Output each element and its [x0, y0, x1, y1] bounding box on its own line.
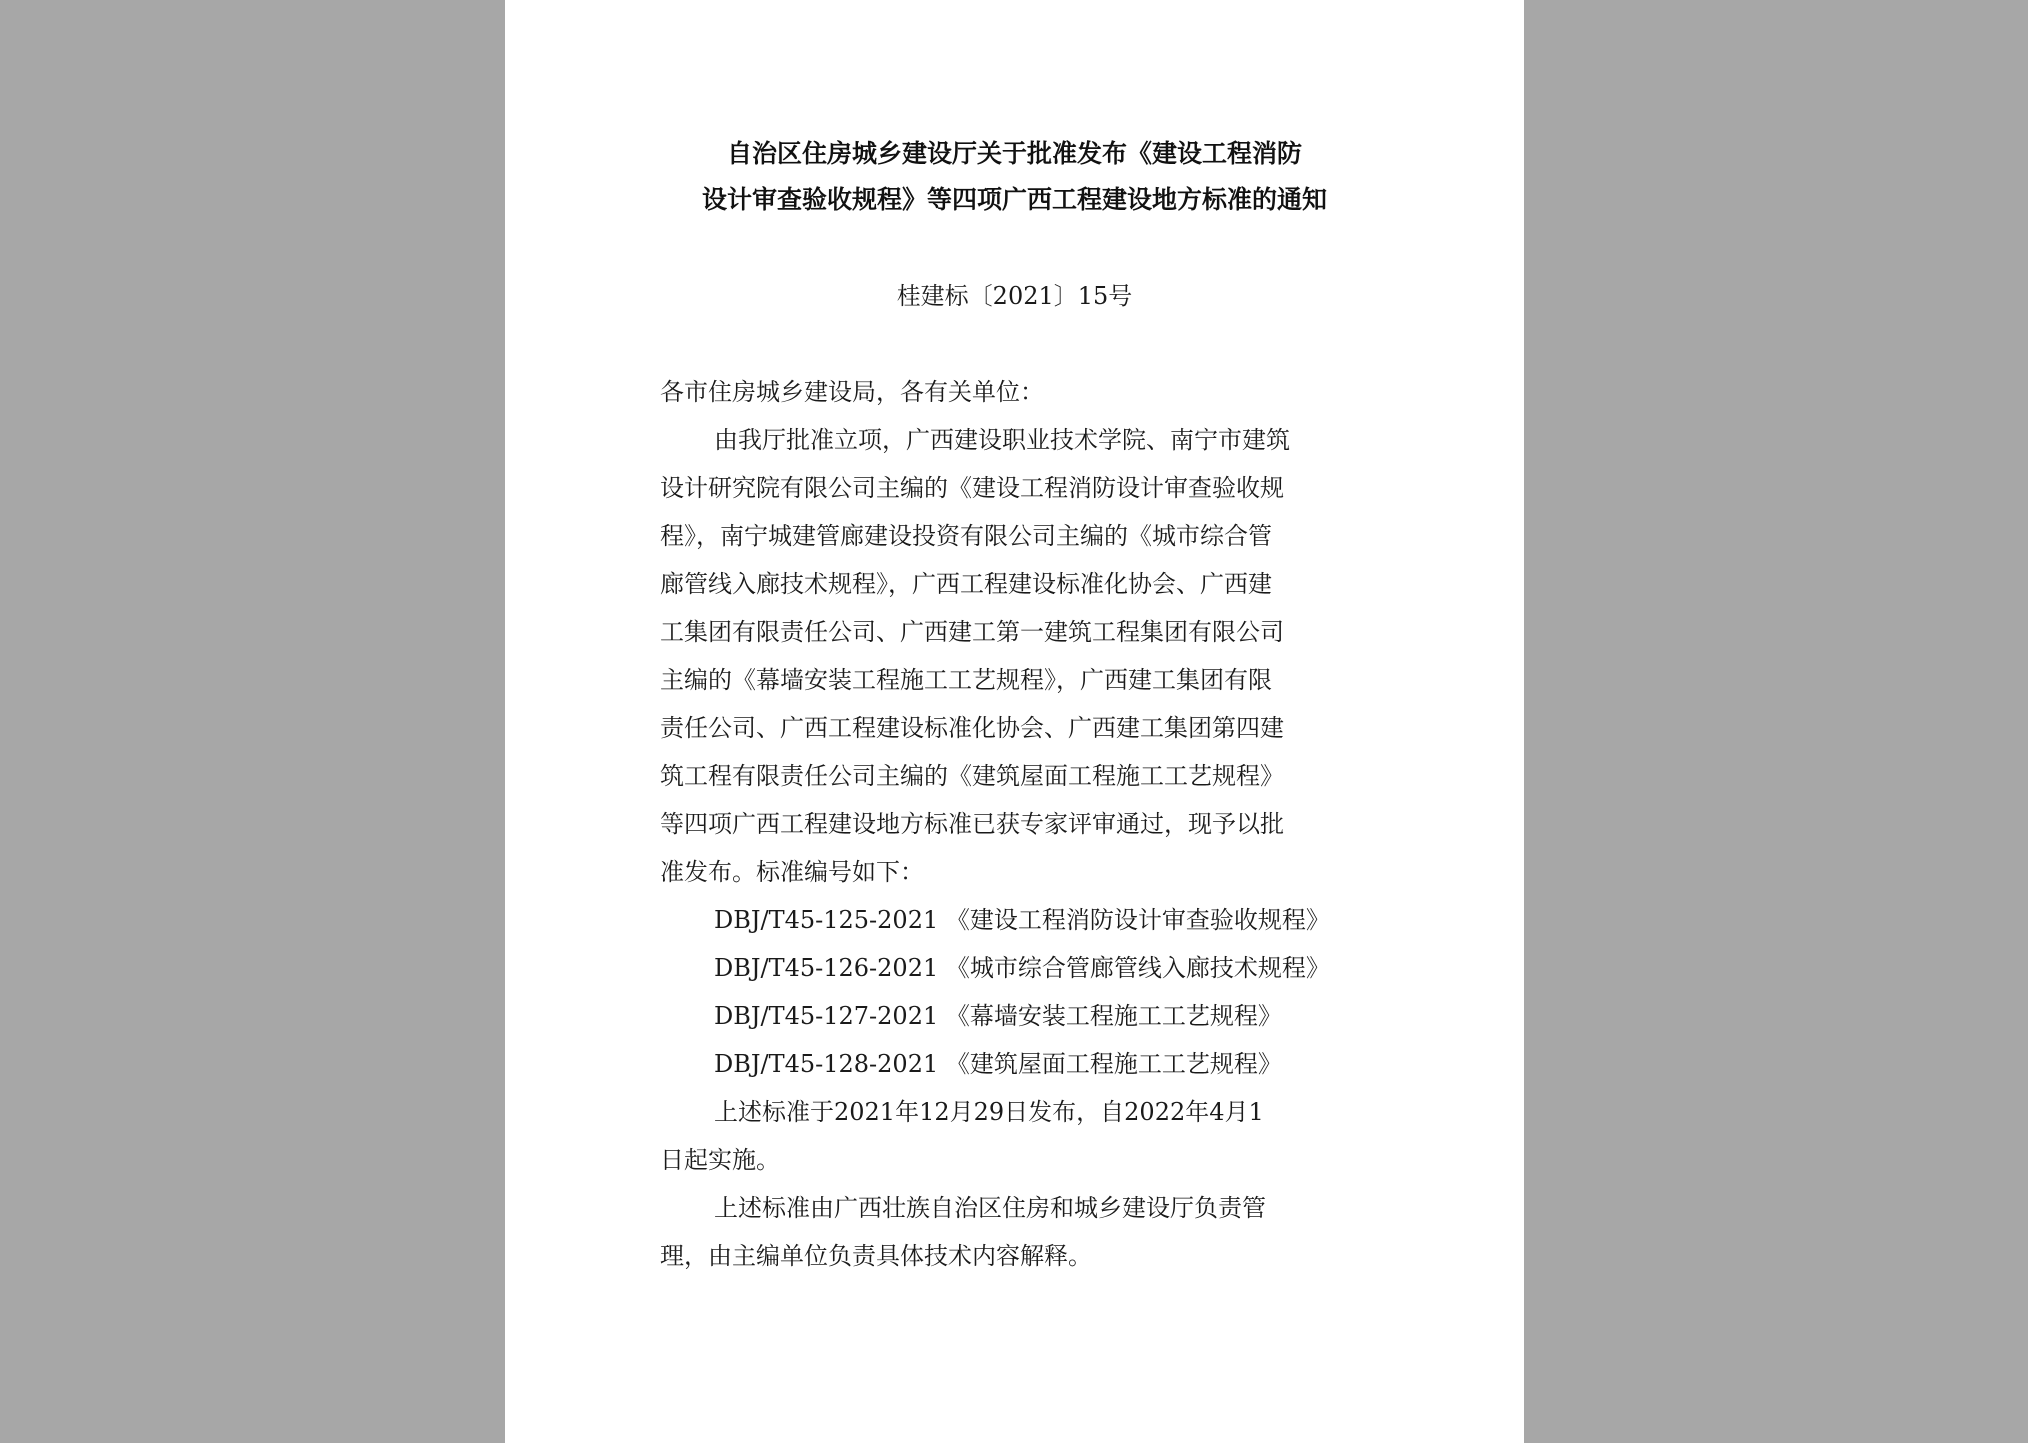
standard-item: DBJ/T45-125-2021 《建设工程消防设计审查验收规程》 — [714, 906, 1330, 934]
salutation: 各市住房城乡建设局，各有关单位： — [660, 378, 1044, 406]
document-number: 桂建标〔2021〕15号 — [896, 282, 1133, 310]
paragraph-line: 日起实施。 — [660, 1146, 780, 1174]
paragraph-line: 设计研究院有限公司主编的《建设工程消防设计审查验收规 — [660, 474, 1284, 502]
paragraph-line: 廊管线入廊技术规程》，广西工程建设标准化协会、广西建 — [660, 570, 1272, 598]
paragraph-line: 主编的《幕墙安装工程施工工艺规程》，广西建工集团有限 — [660, 666, 1272, 694]
paragraph-line: 理，由主编单位负责具体技术内容解释。 — [660, 1242, 1092, 1270]
paragraph-line: 上述标准由广西壮族自治区住房和城乡建设厅负责管 — [714, 1194, 1266, 1222]
paragraph-line: 筑工程有限责任公司主编的《建筑屋面工程施工工艺规程》 — [660, 762, 1284, 790]
paragraph-line: 准发布。标准编号如下： — [660, 858, 924, 886]
standard-item: DBJ/T45-128-2021 《建筑屋面工程施工工艺规程》 — [714, 1050, 1282, 1078]
paragraph-line: 程》，南宁城建管廊建设投资有限公司主编的《城市综合管 — [660, 522, 1272, 550]
standard-item: DBJ/T45-127-2021 《幕墙安装工程施工工艺规程》 — [714, 1002, 1282, 1030]
paragraph-line: 由我厅批准立项，广西建设职业技术学院、南宁市建筑 — [714, 426, 1290, 454]
paragraph-line: 上述标准于2021年12月29日发布，自2022年4月1 — [714, 1098, 1264, 1126]
paragraph-line: 等四项广西工程建设地方标准已获专家评审通过，现予以批 — [660, 810, 1284, 838]
document-page — [505, 0, 1524, 1443]
document-body — [660, 368, 1380, 1280]
document-title — [505, 131, 1524, 223]
paragraph-line: 责任公司、广西工程建设标准化协会、广西建工集团第四建 — [660, 714, 1284, 742]
standard-item: DBJ/T45-126-2021 《城市综合管廊管线入廊技术规程》 — [714, 954, 1330, 982]
paragraph-line: 工集团有限责任公司、广西建工第一建筑工程集团有限公司 — [660, 618, 1284, 646]
title-line: 自治区住房城乡建设厅关于批准发布《建设工程消防 — [726, 139, 1302, 168]
title-line: 设计审查验收规程》等四项广西工程建设地方标准的通知 — [701, 185, 1327, 214]
